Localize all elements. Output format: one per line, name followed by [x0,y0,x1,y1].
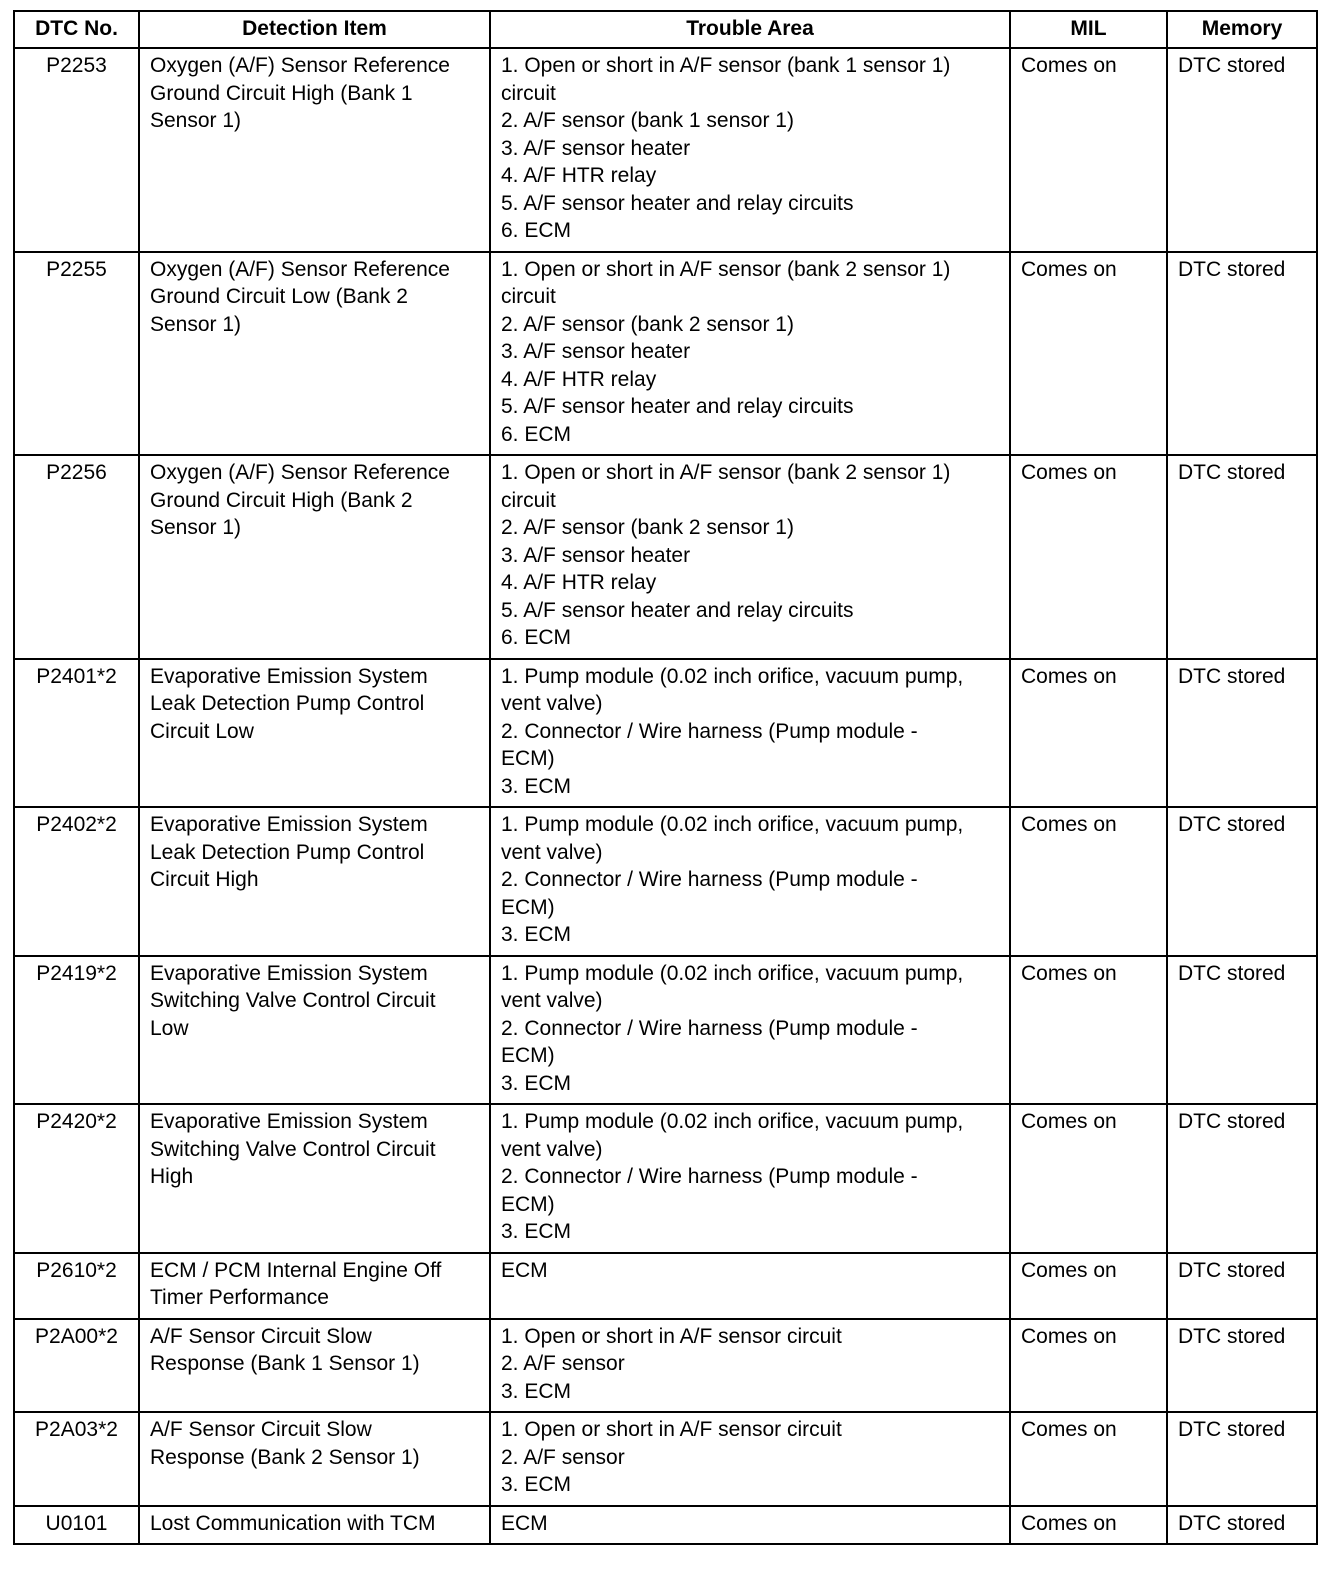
detection-item-line: Leak Detection Pump Control [150,692,425,715]
trouble-area-cell [490,455,1010,659]
trouble-area-line: 3. ECM [501,774,572,798]
trouble-area-line: 1. Open or short in A/F sensor (bank 2 sensor 1) [501,461,951,484]
detection-item-cell [139,956,490,1105]
memory-cell: DTC stored [1167,252,1317,456]
trouble-area-line: 4. A/F HTR relay [501,571,657,594]
trouble-area-line: ECM [501,1258,548,1282]
mil-cell: Comes on [1010,252,1167,456]
memory-cell: DTC stored [1167,455,1317,659]
detection-item-line: Timer Performance [150,1286,329,1309]
trouble-area-line: 1. Open or short in A/F sensor (bank 1 sensor 1) [501,54,951,77]
trouble-area-line: 6. ECM [501,626,572,649]
detection-item-line: Ground Circuit Low (Bank 2 [150,285,408,308]
trouble-area-line: 1. Pump module (0.02 inch orifice, vacuum pump, [501,813,964,836]
detection-item-cell [139,1412,490,1506]
trouble-area-line: circuit [501,285,556,308]
detection-item-line: Ground Circuit High (Bank 1 [150,81,413,105]
memory-cell: DTC stored [1167,659,1317,808]
trouble-area-cell [490,1253,1010,1319]
table-row [14,1104,1317,1253]
trouble-area-line: 3. ECM [501,1071,572,1095]
trouble-area-line: ECM) [501,1044,555,1067]
mil-cell: Comes on [1010,659,1167,808]
detection-item-cell [139,455,490,659]
detection-item-line: Switching Valve Control Circuit [150,989,436,1012]
trouble-area-line: 3. A/F sensor heater [501,136,691,160]
trouble-area-line: 1. Open or short in A/F sensor (bank 2 sensor 1) [501,257,951,281]
table-row [14,1506,1317,1545]
mil-cell: Comes on [1010,1412,1167,1506]
trouble-area-line: vent valve) [501,692,603,715]
table-body [14,48,1317,1544]
memory-cell: DTC stored [1167,48,1317,252]
detection-item-line: Circuit Low [150,719,254,743]
mil-cell: Comes on [1010,455,1167,659]
detection-item-cell [139,252,490,456]
memory-cell: DTC stored [1167,1253,1317,1319]
trouble-area-line: circuit [501,488,556,512]
trouble-area-line: 1. Pump module (0.02 inch orifice, vacuum pump, [501,961,964,985]
detection-item-line: ECM / PCM Internal Engine Off [150,1258,442,1282]
detection-item-line: Leak Detection Pump Control [150,840,425,864]
dtc-code-cell: P2419*2 [14,956,139,1105]
detection-item-line: Evaporative Emission System [150,664,428,688]
trouble-area-line: 6. ECM [501,219,572,242]
table-row [14,1253,1317,1319]
detection-item-line: Evaporative Emission System [150,1110,428,1133]
table-row [14,1319,1317,1413]
detection-item-line: Low [150,1016,189,1040]
detection-item-cell [139,1253,490,1319]
header-row [14,11,1317,48]
dtc-code-cell: P2256 [14,455,139,659]
memory-cell: DTC stored [1167,807,1317,956]
trouble-area-line: 3. A/F sensor heater [501,340,691,363]
memory-cell: DTC stored [1167,1506,1317,1545]
dtc-table [13,10,1318,1545]
detection-item-cell [139,48,490,252]
header-detection-item: Detection Item [139,11,490,48]
table-row [14,455,1317,659]
trouble-area-line: 2. Connector / Wire harness (Pump module - [501,868,918,891]
trouble-area-line: 2. Connector / Wire harness (Pump module - [501,719,918,743]
table-row [14,48,1317,252]
trouble-area-cell [490,1412,1010,1506]
header-memory: Memory [1167,11,1317,48]
dtc-code-cell: P2610*2 [14,1253,139,1319]
trouble-area-cell [490,659,1010,808]
trouble-area-line: 5. A/F sensor heater and relay circuits [501,598,854,622]
trouble-area-cell [490,252,1010,456]
dtc-code-cell: P2402*2 [14,807,139,956]
table-row [14,956,1317,1105]
trouble-area-line: 3. ECM [501,923,572,946]
trouble-area-line: 1. Pump module (0.02 inch orifice, vacuum pump, [501,1110,964,1133]
trouble-area-line: 1. Open or short in A/F sensor circuit [501,1324,842,1348]
trouble-area-line: 5. A/F sensor heater and relay circuits [501,191,854,215]
trouble-area-line: 2. Connector / Wire harness (Pump module - [501,1165,918,1188]
trouble-area-line: 3. ECM [501,1379,572,1403]
memory-cell: DTC stored [1167,1319,1317,1413]
trouble-area-line: 4. A/F HTR relay [501,367,657,391]
trouble-area-cell [490,1506,1010,1545]
trouble-area-line: ECM [501,1511,548,1535]
detection-item-cell [139,807,490,956]
trouble-area-line: 2. A/F sensor [501,1352,625,1375]
trouble-area-line: ECM) [501,747,555,770]
table-row [14,807,1317,956]
detection-item-line: Sensor 1) [150,312,242,336]
header-mil: MIL [1010,11,1167,48]
trouble-area-cell [490,48,1010,252]
trouble-area-line: 2. A/F sensor (bank 2 sensor 1) [501,312,794,336]
trouble-area-line: vent valve) [501,1137,603,1161]
trouble-area-cell [490,1319,1010,1413]
trouble-area-cell [490,807,1010,956]
detection-item-line: A/F Sensor Circuit Slow [150,1324,372,1348]
detection-item-line: Oxygen (A/F) Sensor Reference [150,461,450,484]
table-row [14,252,1317,456]
dtc-code-cell: P2253 [14,48,139,252]
memory-cell: DTC stored [1167,1104,1317,1253]
dtc-code-cell: P2401*2 [14,659,139,808]
mil-cell: Comes on [1010,1104,1167,1253]
trouble-area-line: 4. A/F HTR relay [501,164,657,187]
detection-item-line: Response (Bank 1 Sensor 1) [150,1352,420,1375]
memory-cell: DTC stored [1167,1412,1317,1506]
detection-item-line: Switching Valve Control Circuit [150,1137,436,1161]
detection-item-line: Evaporative Emission System [150,961,428,985]
memory-cell: DTC stored [1167,956,1317,1105]
trouble-area-line: 2. Connector / Wire harness (Pump module - [501,1016,918,1040]
detection-item-line: Circuit High [150,868,259,891]
trouble-area-line: 5. A/F sensor heater and relay circuits [501,395,854,418]
trouble-area-line: 1. Open or short in A/F sensor circuit [501,1418,842,1441]
dtc-code-cell: P2420*2 [14,1104,139,1253]
detection-item-line: Oxygen (A/F) Sensor Reference [150,54,450,77]
detection-item-line: Oxygen (A/F) Sensor Reference [150,257,450,281]
detection-item-line: Sensor 1) [150,516,242,539]
trouble-area-line: 1. Pump module (0.02 inch orifice, vacuum pump, [501,664,964,688]
trouble-area-line: vent valve) [501,840,603,864]
detection-item-line: Response (Bank 2 Sensor 1) [150,1445,420,1469]
trouble-area-cell [490,1104,1010,1253]
detection-item-line: Lost Communication with TCM [150,1511,436,1535]
dtc-code-cell: P2255 [14,252,139,456]
table-row [14,659,1317,808]
dtc-code-cell: P2A03*2 [14,1412,139,1506]
detection-item-line: Sensor 1) [150,109,242,132]
trouble-area-line: 2. A/F sensor (bank 2 sensor 1) [501,516,794,539]
mil-cell: Comes on [1010,1319,1167,1413]
mil-cell: Comes on [1010,807,1167,956]
detection-item-cell [139,1506,490,1545]
trouble-area-line: 2. A/F sensor [501,1445,625,1469]
dtc-code-cell: U0101 [14,1506,139,1545]
detection-item-line: High [150,1165,194,1188]
trouble-area-line: vent valve) [501,989,603,1012]
header-dtc-no: DTC No. [14,11,139,48]
trouble-area-line: ECM) [501,895,555,919]
mil-cell: Comes on [1010,956,1167,1105]
trouble-area-line: 3. ECM [501,1473,572,1496]
detection-item-cell [139,1319,490,1413]
detection-item-cell [139,659,490,808]
trouble-area-line: 6. ECM [501,422,572,446]
detection-item-cell [139,1104,490,1253]
mil-cell: Comes on [1010,48,1167,252]
detection-item-line: Evaporative Emission System [150,813,428,836]
mil-cell: Comes on [1010,1506,1167,1545]
trouble-area-line: 3. A/F sensor heater [501,543,691,567]
trouble-area-line: circuit [501,81,556,105]
trouble-area-line: 2. A/F sensor (bank 1 sensor 1) [501,109,794,132]
header-trouble-area: Trouble Area [490,11,1010,48]
table-row [14,1412,1317,1506]
trouble-area-line: ECM) [501,1192,555,1216]
dtc-code-cell: P2A00*2 [14,1319,139,1413]
detection-item-line: A/F Sensor Circuit Slow [150,1418,372,1441]
trouble-area-line: 3. ECM [501,1220,572,1243]
trouble-area-cell [490,956,1010,1105]
mil-cell: Comes on [1010,1253,1167,1319]
detection-item-line: Ground Circuit High (Bank 2 [150,488,413,512]
